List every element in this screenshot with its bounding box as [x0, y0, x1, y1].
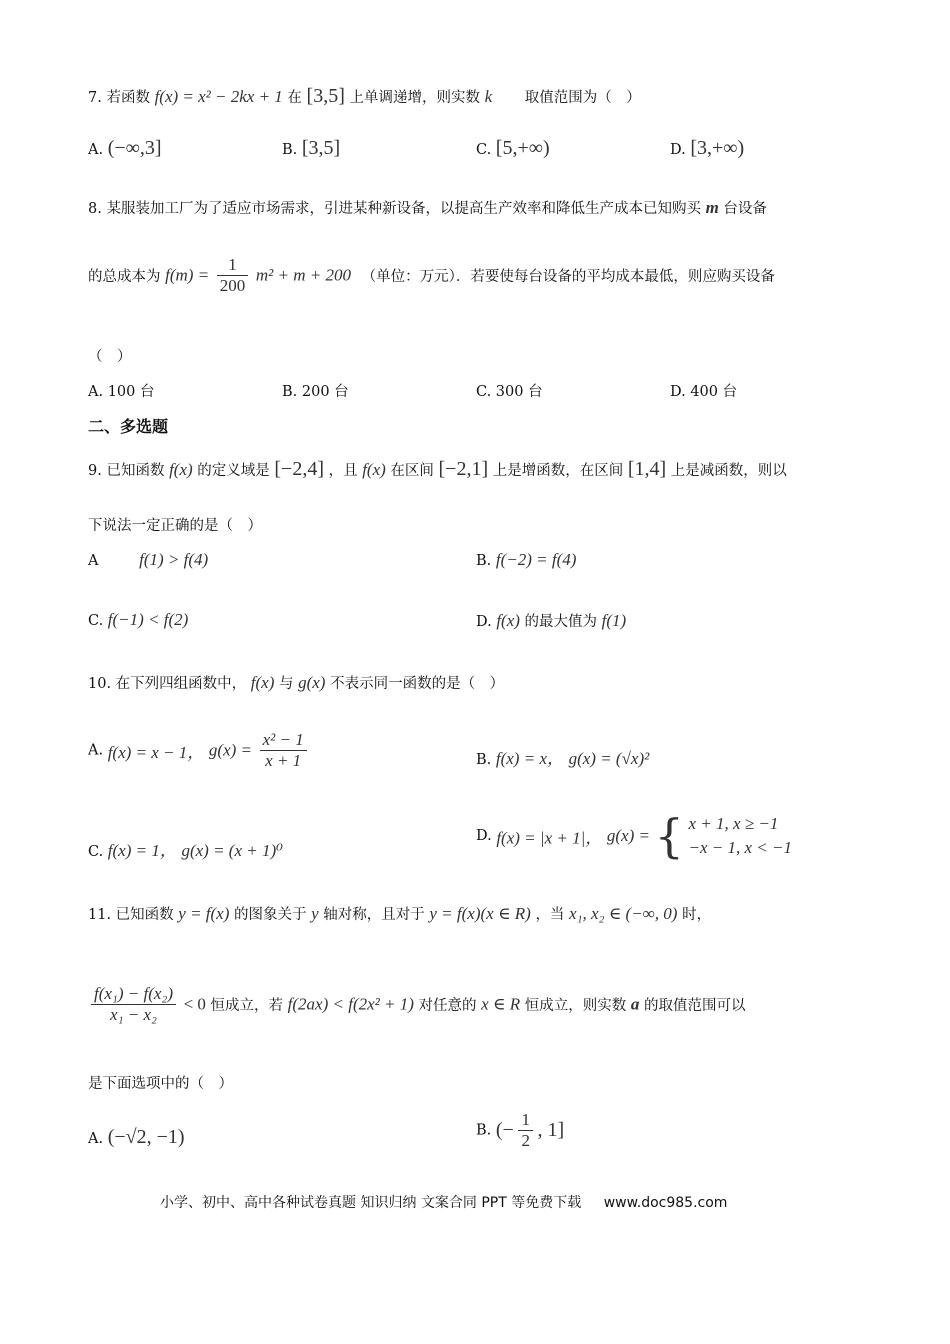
option-value: 300 台: [495, 384, 543, 400]
option-label: A.: [88, 742, 104, 759]
footer: [160, 1192, 727, 1212]
q10-function-g: g(x): [298, 673, 326, 692]
option-value: f(x) = 1，: [107, 841, 177, 860]
q8-text: 的总成本为: [88, 269, 161, 285]
option-value: (−: [495, 1119, 514, 1141]
q7-stem: [88, 85, 641, 108]
option-value: f(1): [601, 611, 627, 630]
q7-function: f(x) = x² − 2kx + 1: [154, 87, 283, 106]
left-brace-icon: {: [654, 809, 684, 863]
q7-option-a: [88, 137, 162, 160]
q10-a-fraction: [260, 730, 307, 771]
option-value: f(x) = x − 1，: [107, 743, 205, 762]
q11-text: 的取值范围可以: [643, 998, 746, 1014]
option-value: [3,+∞): [690, 137, 745, 159]
q11-fraction: [91, 984, 176, 1025]
option-label: B.: [282, 142, 298, 158]
q11-inequality: f(2ax) < f(2x² + 1): [287, 994, 414, 1014]
option-value: f(−2) = f(4): [495, 550, 577, 569]
option-label: B.: [476, 752, 492, 768]
option-value: [3,5]: [301, 137, 341, 159]
q11-option-a: [88, 1126, 185, 1149]
option-value: f(−1) < f(2): [107, 610, 189, 629]
q8-stem-line2: [88, 255, 775, 296]
option-value: g(x) =: [208, 740, 252, 760]
q10-option-c: [88, 836, 283, 861]
q9-text: 的定义域是: [197, 463, 270, 479]
option-value: g(x) = (√x)²: [568, 749, 650, 768]
option-value: , 1]: [537, 1119, 565, 1141]
q8-text: （单位：万元）．若要使每台设备的平均成本最低，则应购买设备: [361, 269, 775, 285]
option-label: B.: [476, 1122, 492, 1139]
q11-option-b: [476, 1110, 564, 1151]
q9-interval: [−2,1]: [438, 458, 489, 480]
q8-text: 8. 某服装加工厂为了适应市场需求，引进某种新设备，以提高生产效率和降低生产成本已知购买: [88, 201, 701, 217]
q10-text: 10. 在下列四组函数中，: [88, 676, 247, 692]
option-text: 的最大值为: [524, 614, 598, 630]
option-label: C.: [88, 844, 104, 860]
fraction-denominator: 200: [219, 276, 246, 295]
option-value: (−√2, −1): [107, 1126, 185, 1148]
fraction-numerator: 1: [217, 255, 249, 276]
q11-condition: x₁, x₂ ∈ (−∞, 0): [569, 904, 678, 923]
q9-option-b: [476, 550, 576, 570]
q8-text: 台设备: [723, 201, 767, 217]
q7-number: 7. 若函数: [88, 90, 150, 106]
fraction-denominator: x₁ − x₂: [110, 1005, 157, 1024]
footer-site-link[interactable]: www.doc985.com: [603, 1195, 728, 1211]
option-label: A.: [88, 384, 104, 400]
q7-option-c: [476, 137, 550, 160]
option-value: f(x): [496, 611, 520, 630]
option-label: C.: [88, 613, 104, 629]
section-title-multiple-choice: 二、多选题: [88, 417, 169, 436]
option-label: A: [88, 553, 99, 569]
q10-stem: [88, 672, 504, 693]
q8-fraction: [217, 255, 249, 296]
q7-text: 取值范围为（ ）: [524, 90, 641, 106]
option-label: D.: [670, 384, 686, 400]
q8-option-b: [282, 380, 349, 401]
option-label: B.: [476, 553, 492, 569]
q10-option-b: [476, 744, 649, 769]
fraction-numerator: f(x₁) − f(x₂): [91, 984, 176, 1005]
q10-text: 与: [278, 676, 294, 692]
option-label: D.: [670, 142, 686, 158]
fraction-numerator: x² − 1: [260, 730, 307, 751]
q9-stem-line1: [88, 458, 787, 481]
q9-function: f(x): [169, 460, 193, 479]
option-value: 200 台: [301, 384, 349, 400]
q9-domain: [−2,4]: [274, 458, 324, 480]
q11-text: 对任意的: [418, 998, 477, 1014]
q9-stem-line2: 下说法一定正确的是（ ）: [88, 518, 262, 534]
q9-text: 上是减函数，则以: [670, 463, 787, 479]
option-label: C.: [476, 142, 492, 158]
option-value: (−∞,3]: [107, 137, 162, 159]
q11-b-fraction: [518, 1110, 533, 1151]
footer-text: 小学、初中、高中各种试卷真题 知识归纳 文案合同 PPT 等免费下载: [160, 1195, 582, 1211]
q10-option-a: [88, 730, 310, 771]
q11-variable: y: [311, 904, 319, 923]
q11-stem-line3: 是下面选项中的（ ）: [88, 1076, 233, 1092]
option-value: 100 台: [107, 384, 155, 400]
option-value: f(x) = |x + 1|，: [496, 828, 603, 848]
q11-text: 时，: [682, 907, 712, 923]
q11-inequality: < 0: [183, 994, 206, 1014]
q7-interval: [3,5]: [306, 85, 345, 107]
q8-option-a: [88, 380, 155, 401]
q10-function-f: f(x): [250, 673, 275, 692]
q11-text: 11. 已知函数: [88, 907, 174, 923]
option-value: [5,+∞): [495, 137, 550, 159]
q11-stem-line1: [88, 903, 711, 924]
q7-variable: k: [484, 87, 493, 106]
option-label: B.: [282, 384, 298, 400]
fraction-numerator: 1: [518, 1110, 533, 1131]
q7-text: 上单调递增，则实数: [349, 90, 480, 106]
option-label: A.: [88, 142, 104, 158]
option-value: g(x) = (x + 1)⁰: [181, 841, 283, 860]
q7-option-b: [282, 137, 340, 160]
q8-option-c: [476, 380, 543, 401]
option-label: C.: [476, 384, 492, 400]
case-line: −x − 1, x < −1: [688, 838, 792, 857]
option-label: D.: [476, 614, 492, 630]
q9-option-d: [476, 610, 626, 631]
option-label: D.: [476, 828, 492, 844]
q11-text: 的图象关于: [234, 907, 307, 923]
option-value: 400 台: [690, 384, 738, 400]
q11-function: y = f(x)(x ∈ R): [429, 904, 531, 923]
case-line: x + 1, x ≥ −1: [688, 814, 779, 833]
q10-option-d: [476, 809, 792, 863]
q7-option-d: [670, 137, 744, 160]
option-value: g(x) =: [606, 826, 650, 845]
q11-variable: a: [630, 994, 640, 1014]
fraction-denominator: x + 1: [265, 751, 302, 770]
q8-cost-function: f(m) =: [165, 265, 210, 285]
q11-function: y = f(x): [178, 904, 230, 923]
q9-function: f(x): [362, 460, 386, 479]
q10-d-cases: [688, 812, 791, 860]
q11-stem-line2: [88, 984, 745, 1025]
fraction-denominator: 2: [521, 1131, 530, 1150]
q9-interval: [1,4]: [627, 458, 667, 480]
q7-text: 在: [287, 90, 302, 106]
q10-text: 不表示同一函数的是（ ）: [330, 676, 505, 692]
q9-text: 在区间: [390, 463, 434, 479]
q11-condition: x ∈ R: [481, 994, 521, 1014]
q8-stem-line1: [88, 197, 767, 218]
option-value: f(1) > f(4): [139, 550, 209, 569]
q11-text: 轴对称，且对于: [323, 907, 425, 923]
q8-variable: m: [705, 198, 719, 217]
q8-cost-function-rest: m² + m + 200: [255, 265, 351, 285]
q8-option-d: [670, 380, 737, 401]
q9-text: ，且: [328, 463, 358, 479]
q9-text: 上是增函数，在区间: [492, 463, 624, 479]
q9-option-a: [88, 550, 208, 570]
q11-text: 恒成立，若: [210, 998, 284, 1014]
q8-stem-line3: （ ）: [88, 349, 132, 365]
q9-text: 9. 已知函数: [88, 463, 165, 479]
q11-text: ，当: [535, 907, 565, 923]
option-value: f(x) = x，: [495, 749, 564, 768]
option-label: A.: [88, 1131, 104, 1147]
q9-option-c: [88, 610, 188, 630]
q11-text: 恒成立，则实数: [524, 998, 627, 1014]
